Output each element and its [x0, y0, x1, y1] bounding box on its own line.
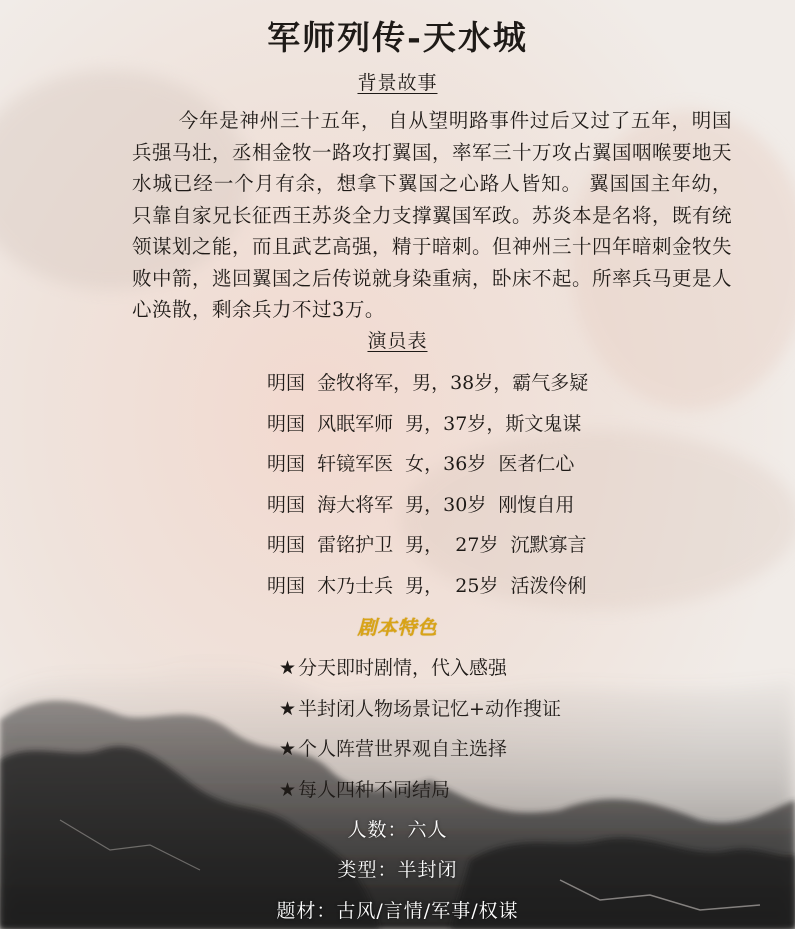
feature-text: 个人阵营世界观自主选择: [298, 738, 508, 761]
story-body: [132, 105, 732, 326]
feature-item: [279, 689, 561, 730]
player-count: 人数：六人: [347, 819, 448, 841]
story-heading-text: 背景故事: [357, 72, 438, 94]
cast-heading: [0, 326, 795, 353]
cast-row: 明国 轩镜军医 女，36岁 医者仁心: [267, 453, 575, 476]
script-type: 类型：半封闭: [337, 859, 458, 881]
star-icon: ★: [279, 697, 297, 720]
feature-text: 半封闭人物场景记忆+动作搜证: [298, 697, 561, 720]
feature-text: 分天即时剧情，代入感强: [298, 657, 508, 679]
script-genre: 题材：古风/言情/军事/权谋: [276, 900, 519, 922]
cast-list: [267, 363, 588, 607]
features-list: [279, 648, 561, 811]
star-icon: ★: [279, 738, 297, 761]
star-icon: ★: [279, 779, 297, 802]
feature-text: 每人四种不同结局: [298, 779, 451, 802]
cast-heading-text: 演员表: [367, 330, 428, 352]
cast-row: 明国 风眠军师 男，37岁，斯文鬼谋: [267, 412, 582, 435]
star-icon: ★: [279, 657, 297, 679]
story-heading: [0, 68, 795, 95]
cast-row: 明国 金牧将军，男，38岁，霸气多疑: [267, 372, 589, 394]
cast-row: 明国 海大将军 男，30岁 刚愎自用: [267, 493, 575, 516]
feature-item: [279, 729, 561, 770]
feature-item: [279, 648, 561, 689]
story-paragraph: 今年是神州三十五年， 自从望明路事件过后又过了五年，明国兵强马壮，丞相金牧一路攻打翼国，率军三十万攻占翼国咽喉要地天水城已经一个月有余，想拿下翼国之心路人皆知。 翼国国主年幼，只靠自家兄长征西王苏炎全力支撑翼国军政。苏炎本是名将，既有统领谋划之能，而且武艺高强，精于暗刺。但神州三十四年暗刺金牧失败中箭，逃回翼国之后传说就身染重病，卧床不起。所率兵马更是人心涣散，剩余兵力不过3万。: [132, 109, 733, 321]
page-title: 军师列传-天水城: [267, 18, 528, 57]
features-heading: 剧本特色: [357, 617, 438, 639]
cast-row: 明国 雷铭护卫 男， 27岁 沉默寡言: [267, 534, 587, 557]
cast-row: 明国 木乃士兵 男， 25岁 活泼伶俐: [267, 574, 587, 597]
feature-item: [279, 770, 561, 811]
